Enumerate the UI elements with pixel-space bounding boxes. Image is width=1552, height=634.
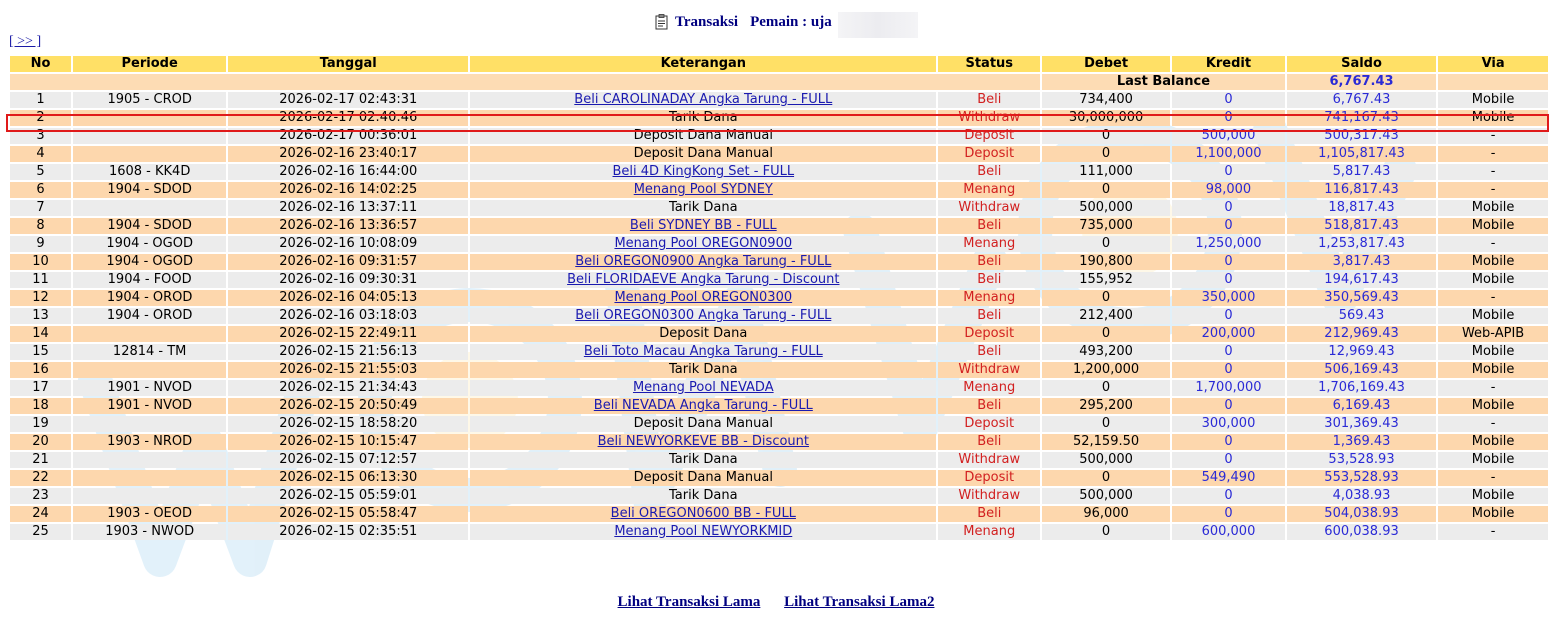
cell-no: 11 [10,272,71,288]
cell-periode: 1608 - KK4D [73,164,226,180]
cell-debet: 0 [1042,380,1170,396]
cell-kredit: 1,700,000 [1172,380,1285,396]
cell-keterangan [470,218,936,234]
cell-kredit: 0 [1172,200,1285,216]
cell-status: Beli [938,398,1040,414]
cell-debet: 1,200,000 [1042,362,1170,378]
cell-no: 18 [10,398,71,414]
cell-debet: 190,800 [1042,254,1170,270]
table-row [10,488,1548,504]
cell-saldo: 116,817.43 [1287,182,1436,198]
table-header-row [10,56,1548,72]
cell-via: Mobile [1438,398,1548,414]
cell-no: 17 [10,380,71,396]
cell-periode [73,452,226,468]
cell-no: 23 [10,488,71,504]
cell-status: Beli [938,434,1040,450]
cell-debet: 155,952 [1042,272,1170,288]
cell-kredit: 0 [1172,488,1285,504]
cell-periode: 1904 - OGOD [73,236,226,252]
page-header [0,10,1552,34]
transaction-table [8,54,1550,542]
col-header-saldo: Saldo [1287,56,1436,72]
cell-kredit: 0 [1172,506,1285,522]
cell-via: Mobile [1438,200,1548,216]
cell-via: Mobile [1438,308,1548,324]
cell-keterangan [470,524,936,540]
cell-tanggal: 2026-02-16 03:18:03 [228,308,468,324]
cell-via: Mobile [1438,92,1548,108]
cell-tanggal: 2026-02-17 00:36:01 [228,128,468,144]
cell-keterangan [470,182,936,198]
cell-periode [73,326,226,342]
cell-tanggal: 2026-02-15 10:15:47 [228,434,468,450]
keterangan-link[interactable]: Menang Pool NEWYORKMID [614,524,793,539]
col-header-status: Status [938,56,1040,72]
cell-keterangan: Deposit Dana Manual [470,470,936,486]
cell-kredit: 350,000 [1172,290,1285,306]
keterangan-link[interactable]: Beli 4D KingKong Set - FULL [612,164,795,179]
cell-keterangan [470,290,936,306]
cell-kredit: 0 [1172,110,1285,126]
cell-kredit: 0 [1172,308,1285,324]
cell-no: 5 [10,164,71,180]
cell-debet: 52,159.50 [1042,434,1170,450]
cell-kredit: 500,000 [1172,128,1285,144]
cell-kredit: 0 [1172,272,1285,288]
cell-kredit: 1,250,000 [1172,236,1285,252]
cell-tanggal: 2026-02-15 22:49:11 [228,326,468,342]
table-row [10,506,1548,522]
cell-keterangan: Tarik Dana [470,452,936,468]
col-header-via: Via [1438,56,1548,72]
table-row [10,416,1548,432]
keterangan-link[interactable]: Beli Toto Macau Angka Tarung - FULL [583,344,823,359]
cell-debet: 96,000 [1042,506,1170,522]
cell-status: Withdraw [938,200,1040,216]
keterangan-link[interactable]: Beli OREGON0600 BB - FULL [610,506,796,521]
cell-periode: 1903 - NWOD [73,524,226,540]
cell-via: Mobile [1438,344,1548,360]
cell-keterangan: Deposit Dana Manual [470,416,936,432]
cell-no: 2 [10,110,71,126]
cell-debet: 0 [1042,128,1170,144]
cell-saldo: 53,528.93 [1287,452,1436,468]
table-row [10,110,1548,126]
cell-kredit: 200,000 [1172,326,1285,342]
page-title: Transaksi [675,13,739,30]
last-balance-label: Last Balance [1042,74,1285,90]
table-row [10,398,1548,414]
cell-via: Mobile [1438,362,1548,378]
cell-no: 15 [10,344,71,360]
cell-saldo: 500,317.43 [1287,128,1436,144]
cell-keterangan [470,164,936,180]
col-header-debet: Debet [1042,56,1170,72]
col-header-no: No [10,56,71,72]
cell-no: 1 [10,92,71,108]
cell-status: Menang [938,182,1040,198]
cell-via: Mobile [1438,488,1548,504]
table-row [10,344,1548,360]
cell-tanggal: 2026-02-16 09:30:31 [228,272,468,288]
cell-keterangan [470,344,936,360]
cell-via: - [1438,290,1548,306]
cell-status: Deposit [938,470,1040,486]
keterangan-link[interactable]: Menang Pool OREGON0300 [614,290,793,305]
cell-periode [73,200,226,216]
col-header-keterangan: Keterangan [470,56,936,72]
cell-no: 22 [10,470,71,486]
cell-saldo: 12,969.43 [1287,344,1436,360]
cell-debet: 500,000 [1042,488,1170,504]
cell-via: Mobile [1438,110,1548,126]
cell-debet: 111,000 [1042,164,1170,180]
cell-tanggal: 2026-02-16 13:36:57 [228,218,468,234]
cell-periode: 1904 - OGOD [73,254,226,270]
cell-tanggal: 2026-02-17 02:40:46 [228,110,468,126]
cell-no: 13 [10,308,71,324]
table-row [10,128,1548,144]
cell-keterangan [470,506,936,522]
player-label: Pemain : uja [750,13,832,30]
cell-no: 10 [10,254,71,270]
cell-via: Mobile [1438,272,1548,288]
cell-keterangan [470,92,936,108]
cell-kredit: 0 [1172,254,1285,270]
cell-debet: 500,000 [1042,200,1170,216]
cell-saldo: 350,569.43 [1287,290,1436,306]
cell-kredit: 0 [1172,92,1285,108]
cell-keterangan [470,254,936,270]
cell-debet: 30,000,000 [1042,110,1170,126]
cell-saldo: 600,038.93 [1287,524,1436,540]
last-balance-row [10,74,1548,90]
table-row [10,218,1548,234]
cell-no: 19 [10,416,71,432]
cell-status: Menang [938,290,1040,306]
cell-kredit: 0 [1172,164,1285,180]
cell-status: Menang [938,380,1040,396]
cell-status: Beli [938,92,1040,108]
cell-saldo: 6,169.43 [1287,398,1436,414]
cell-status: Beli [938,254,1040,270]
col-header-tanggal: Tanggal [228,56,468,72]
table-row [10,164,1548,180]
cell-no: 3 [10,128,71,144]
cell-periode: 1904 - SDOD [73,182,226,198]
cell-periode: 1903 - NROD [73,434,226,450]
cell-status: Beli [938,506,1040,522]
cell-keterangan [470,380,936,396]
cell-kredit: 549,490 [1172,470,1285,486]
cell-status: Deposit [938,146,1040,162]
cell-via: Mobile [1438,218,1548,234]
cell-status: Beli [938,272,1040,288]
cell-tanggal: 2026-02-16 10:08:09 [228,236,468,252]
cell-kredit: 1,100,000 [1172,146,1285,162]
cell-periode [73,470,226,486]
cell-saldo: 212,969.43 [1287,326,1436,342]
keterangan-link[interactable]: Beli OREGON0300 Angka Tarung - FULL [575,308,832,323]
cell-status: Beli [938,164,1040,180]
cell-keterangan [470,236,936,252]
cell-kredit: 0 [1172,362,1285,378]
cell-keterangan [470,434,936,450]
cell-no: 4 [10,146,71,162]
cell-saldo: 301,369.43 [1287,416,1436,432]
cell-saldo: 741,167.43 [1287,110,1436,126]
cell-status: Beli [938,308,1040,324]
cell-no: 14 [10,326,71,342]
document-icon [655,14,669,30]
cell-status: Withdraw [938,362,1040,378]
cell-periode: 1905 - CROD [73,92,226,108]
cell-debet: 0 [1042,416,1170,432]
cell-via: - [1438,416,1548,432]
cell-debet: 212,400 [1042,308,1170,324]
cell-status: Menang [938,236,1040,252]
table-row [10,326,1548,342]
cell-tanggal: 2026-02-15 05:59:01 [228,488,468,504]
keterangan-link[interactable]: Beli NEWYORKEVE BB - Discount [597,434,809,449]
cell-no: 24 [10,506,71,522]
cell-periode [73,362,226,378]
cell-tanggal: 2026-02-15 21:56:13 [228,344,468,360]
cell-via: - [1438,470,1548,486]
cell-status: Withdraw [938,452,1040,468]
cell-tanggal: 2026-02-16 13:37:11 [228,200,468,216]
cell-keterangan: Tarik Dana [470,488,936,504]
cell-status: Beli [938,344,1040,360]
cell-via: - [1438,380,1548,396]
cell-no: 7 [10,200,71,216]
cell-periode: 1903 - OEOD [73,506,226,522]
cell-kredit: 98,000 [1172,182,1285,198]
cell-debet: 0 [1042,182,1170,198]
cell-via: - [1438,182,1548,198]
col-header-periode: Periode [73,56,226,72]
table-row [10,362,1548,378]
cell-tanggal: 2026-02-16 09:31:57 [228,254,468,270]
cell-tanggal: 2026-02-15 21:34:43 [228,380,468,396]
footer-links [0,594,1552,614]
cell-debet: 0 [1042,290,1170,306]
last-balance-spacer [10,74,1040,90]
cell-no: 8 [10,218,71,234]
cell-status: Deposit [938,326,1040,342]
cell-no: 16 [10,362,71,378]
cell-saldo: 1,105,817.43 [1287,146,1436,162]
cell-saldo: 6,767.43 [1287,92,1436,108]
keterangan-link[interactable]: Beli NEVADA Angka Tarung - FULL [593,398,813,413]
cell-saldo: 553,528.93 [1287,470,1436,486]
cell-saldo: 1,369.43 [1287,434,1436,450]
cell-periode: 1904 - SDOD [73,218,226,234]
cell-debet: 735,000 [1042,218,1170,234]
cell-periode [73,110,226,126]
cell-saldo: 5,817.43 [1287,164,1436,180]
table-row [10,182,1548,198]
cell-via: - [1438,236,1548,252]
cell-tanggal: 2026-02-15 06:13:30 [228,470,468,486]
old-transactions-link[interactable]: Lihat Transaksi Lama [617,594,761,610]
cell-no: 21 [10,452,71,468]
cell-kredit: 600,000 [1172,524,1285,540]
next-page-link[interactable]: [ >> ] [9,34,42,49]
keterangan-link[interactable]: Beli SYDNEY BB - FULL [629,218,777,233]
header-content [655,10,832,34]
table-row [10,146,1548,162]
cell-periode [73,488,226,504]
cell-tanggal: 2026-02-15 21:55:03 [228,362,468,378]
cell-periode: 1901 - NVOD [73,398,226,414]
cell-saldo: 1,253,817.43 [1287,236,1436,252]
cell-debet: 734,400 [1042,92,1170,108]
cell-kredit: 0 [1172,452,1285,468]
cell-no: 12 [10,290,71,306]
cell-periode: 1904 - FOOD [73,272,226,288]
table-row [10,254,1548,270]
cell-tanggal: 2026-02-16 16:44:00 [228,164,468,180]
keterangan-link[interactable]: Menang Pool NEVADA [632,380,774,395]
cell-kredit: 300,000 [1172,416,1285,432]
cell-tanggal: 2026-02-16 04:05:13 [228,290,468,306]
cell-debet: 0 [1042,470,1170,486]
cell-status: Withdraw [938,488,1040,504]
cell-periode [73,146,226,162]
cell-via: Mobile [1438,434,1548,450]
cell-status: Withdraw [938,110,1040,126]
cell-tanggal: 2026-02-15 02:35:51 [228,524,468,540]
cell-kredit: 0 [1172,344,1285,360]
cell-debet: 493,200 [1042,344,1170,360]
cell-tanggal: 2026-02-16 14:02:25 [228,182,468,198]
table-row [10,290,1548,306]
table-row [10,92,1548,108]
cell-via: Mobile [1438,506,1548,522]
cell-saldo: 504,038.93 [1287,506,1436,522]
cell-saldo: 4,038.93 [1287,488,1436,504]
cell-status: Beli [938,218,1040,234]
cell-keterangan: Deposit Dana [470,326,936,342]
cell-keterangan: Tarik Dana [470,362,936,378]
cell-periode: 1901 - NVOD [73,380,226,396]
cell-via: - [1438,164,1548,180]
cell-kredit: 0 [1172,218,1285,234]
cell-debet: 0 [1042,326,1170,342]
last-balance-value: 6,767.43 [1287,74,1436,90]
table-row [10,524,1548,540]
cell-saldo: 18,817.43 [1287,200,1436,216]
cell-saldo: 518,817.43 [1287,218,1436,234]
cell-keterangan [470,272,936,288]
cell-via: - [1438,128,1548,144]
col-header-kredit: Kredit [1172,56,1285,72]
cell-debet: 500,000 [1042,452,1170,468]
cell-no: 25 [10,524,71,540]
cell-status: Deposit [938,416,1040,432]
cell-debet: 0 [1042,524,1170,540]
cell-debet: 0 [1042,236,1170,252]
cell-saldo: 194,617.43 [1287,272,1436,288]
cell-keterangan: Tarik Dana [470,200,936,216]
last-balance-via [1438,74,1548,90]
cell-no: 6 [10,182,71,198]
cell-saldo: 569.43 [1287,308,1436,324]
cell-keterangan: Tarik Dana [470,110,936,126]
table-row [10,272,1548,288]
keterangan-link[interactable]: Beli CAROLINADAY Angka Tarung - FULL [574,92,833,107]
table-row [10,434,1548,450]
cell-tanggal: 2026-02-15 20:50:49 [228,398,468,414]
cell-periode: 12814 - TM [73,344,226,360]
cell-periode [73,416,226,432]
cell-tanggal: 2026-02-16 23:40:17 [228,146,468,162]
keterangan-link[interactable]: Beli OREGON0900 Angka Tarung - FULL [575,254,832,269]
table-row [10,470,1548,486]
cell-via: - [1438,524,1548,540]
table-row [10,236,1548,252]
table-row [10,452,1548,468]
table-row [10,200,1548,216]
cell-status: Deposit [938,128,1040,144]
cell-kredit: 0 [1172,434,1285,450]
cell-via: Mobile [1438,452,1548,468]
cell-via: Web-APIB [1438,326,1548,342]
cell-tanggal: 2026-02-15 07:12:57 [228,452,468,468]
cell-periode [73,128,226,144]
cell-tanggal: 2026-02-17 02:43:31 [228,92,468,108]
cell-debet: 295,200 [1042,398,1170,414]
keterangan-link[interactable]: Beli FLORIDAEVE Angka Tarung - Discount [567,272,840,287]
table-row [10,380,1548,396]
keterangan-link[interactable]: Menang Pool OREGON0900 [614,236,793,251]
cell-periode: 1904 - OROD [73,290,226,306]
table-row [10,308,1548,324]
cell-keterangan: Deposit Dana Manual [470,146,936,162]
keterangan-link[interactable]: Menang Pool SYDNEY [633,182,773,197]
old-transactions-2-link[interactable]: Lihat Transaksi Lama2 [784,594,935,610]
cell-saldo: 3,817.43 [1287,254,1436,270]
redacted-player-name [838,12,918,38]
cell-keterangan [470,398,936,414]
cell-no: 20 [10,434,71,450]
cell-status: Menang [938,524,1040,540]
cell-periode: 1904 - OROD [73,308,226,324]
cell-keterangan: Deposit Dana Manual [470,128,936,144]
cell-saldo: 1,706,169.43 [1287,380,1436,396]
cell-kredit: 0 [1172,398,1285,414]
cell-via: Mobile [1438,254,1548,270]
cell-tanggal: 2026-02-15 05:58:47 [228,506,468,522]
cell-tanggal: 2026-02-15 18:58:20 [228,416,468,432]
cell-saldo: 506,169.43 [1287,362,1436,378]
cell-debet: 0 [1042,146,1170,162]
cell-keterangan [470,308,936,324]
cell-via: - [1438,146,1548,162]
cell-no: 9 [10,236,71,252]
